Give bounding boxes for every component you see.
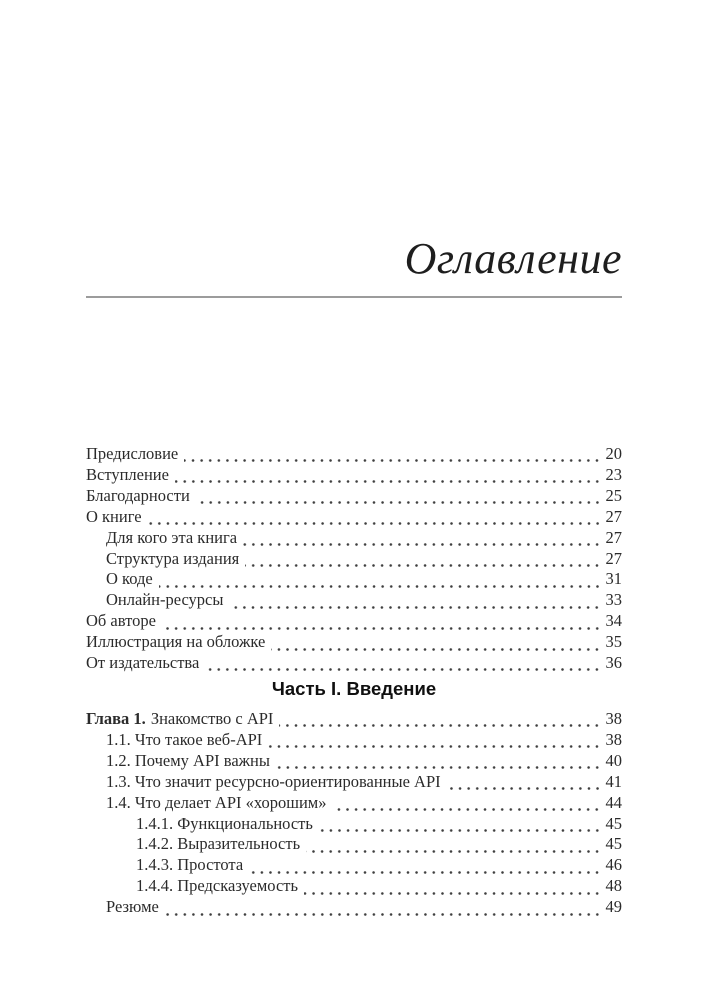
dot-leader (243, 528, 601, 549)
chapter-list (86, 709, 622, 918)
dot-leader (447, 772, 602, 793)
toc-entry (86, 814, 622, 835)
toc-entry-label (136, 855, 243, 876)
toc-entry-label (86, 507, 142, 528)
toc-entry-text: Структура издания (106, 548, 240, 568)
dot-leader (249, 855, 601, 876)
dot-leader (332, 793, 601, 814)
text-block (86, 0, 622, 1001)
toc-entry-label (106, 569, 153, 590)
toc-entry-label (106, 590, 223, 611)
page-title: Оглавление (404, 234, 622, 283)
toc-entry (86, 444, 622, 465)
dot-leader (205, 653, 601, 674)
toc-entry-page-number: 20 (605, 444, 622, 463)
toc-entry (86, 855, 622, 876)
part-heading: Часть I. Введение (271, 678, 437, 699)
dot-leader (165, 897, 602, 918)
dot-leader (162, 611, 602, 632)
dot-leader (304, 876, 601, 897)
toc-entry (86, 772, 622, 793)
toc-entry-page-number: 49 (605, 897, 622, 917)
toc-entry (86, 897, 622, 918)
toc-entry (86, 709, 622, 730)
dot-leader (196, 486, 602, 507)
toc-entry-label (136, 834, 300, 855)
dot-leader (276, 751, 602, 772)
dot-leader (159, 569, 602, 590)
toc-entry-page-number: 23 (605, 464, 622, 484)
toc-entry (86, 632, 622, 653)
toc-entry-label (106, 549, 239, 570)
toc-entry-label (86, 653, 199, 674)
dot-leader (184, 444, 601, 465)
toc-entry-label (106, 793, 326, 814)
toc-entry-page-number: 35 (605, 632, 622, 652)
toc-entry-text: Благодарности (86, 485, 190, 505)
toc-entry (86, 465, 622, 486)
toc-entry (86, 834, 622, 855)
toc-entry-page-number: 31 (605, 569, 622, 589)
toc-entry-page-number: 41 (605, 771, 622, 791)
toc-entry-text: 1.2. Почему API важны (106, 750, 270, 770)
toc-entry (86, 653, 622, 674)
dot-leader (245, 549, 601, 570)
dot-leader (175, 465, 602, 486)
toc-entry-text: От издательства (86, 653, 200, 673)
toc-entry-text: 1.4.4. Предсказуемость (136, 876, 299, 896)
toc-entry-label (136, 814, 313, 835)
toc-entry (86, 507, 622, 528)
toc-entry-page-number: 45 (605, 813, 622, 833)
toc-entry (86, 590, 622, 611)
toc-entry-page-number: 46 (605, 855, 622, 875)
toc-entry-page-number: 44 (605, 792, 622, 812)
toc-entry-text: Онлайн-ресурсы (106, 590, 224, 610)
toc-entry (86, 730, 622, 751)
toc-entry-label (106, 528, 237, 549)
toc-entry-text: Вступление (86, 464, 169, 484)
toc-entry-text: 1.1. Что такое веб-API (106, 729, 263, 749)
toc-entry-text: 1.4.3. Простота (136, 855, 244, 875)
toc-entry-label (136, 876, 298, 897)
toc-entry-page-number: 27 (605, 548, 622, 568)
toc-entry-text: Знакомство с API (150, 709, 274, 728)
dot-leader (319, 814, 602, 835)
toc-entry (86, 793, 622, 814)
toc-entry-label (106, 897, 159, 918)
toc-entry-page-number: 38 (605, 729, 622, 749)
toc-entry-page-number: 27 (605, 506, 622, 526)
toc-entry-label (86, 611, 156, 632)
toc-entry-text: Иллюстрация на обложке (86, 632, 266, 652)
toc-entry (86, 528, 622, 549)
toc-entry-page-number: 25 (605, 485, 622, 505)
toc-entry-label (86, 465, 169, 486)
title-rule (86, 296, 622, 298)
toc-entry-label (86, 709, 273, 730)
toc-entry-text: 1.3. Что значит ресурсно-ориентированные API (106, 771, 441, 791)
toc-entry-text: О коде (106, 569, 153, 589)
dot-leader (306, 834, 601, 855)
toc-entry-page-number: 48 (605, 876, 622, 896)
dot-leader (229, 590, 601, 611)
toc-entry-page-number: 36 (605, 653, 622, 673)
toc-entry-page-number: 27 (605, 527, 622, 547)
dot-leader (271, 632, 601, 653)
toc-entry-label (106, 772, 441, 793)
dot-leader (148, 507, 602, 528)
toc-entry-prefix: Глава 1. (86, 709, 146, 728)
toc-entry (86, 549, 622, 570)
toc-entry (86, 486, 622, 507)
toc-entry-label (86, 486, 190, 507)
toc-entry (86, 569, 622, 590)
toc-entry (86, 751, 622, 772)
toc-entry-text: Резюме (106, 897, 159, 917)
toc-entry-page-number: 38 (605, 709, 622, 728)
toc-entry-page-number: 45 (605, 834, 622, 854)
toc-entry-text: 1.4. Что делает API «хорошим» (106, 792, 327, 812)
toc-entry-text: 1.4.2. Выразительность (136, 834, 301, 854)
dot-leader (268, 730, 601, 751)
toc-entry-text: 1.4.1. Функциональность (136, 813, 313, 833)
toc-entry-page-number: 34 (605, 611, 622, 631)
front-matter-list (86, 444, 622, 674)
toc-entry-label (86, 444, 178, 465)
dot-leader (279, 709, 601, 730)
toc-entry-page-number: 33 (605, 590, 622, 610)
toc-entry (86, 876, 622, 897)
toc-entry-label (106, 751, 270, 772)
toc-entry-page-number: 40 (605, 750, 622, 770)
toc-entry-text: Для кого эта книга (106, 527, 238, 547)
toc-entry-text: О книге (86, 506, 142, 526)
toc-entry-text: Об авторе (86, 611, 156, 631)
toc-entry-text: Предисловие (86, 444, 179, 463)
toc-entry (86, 611, 622, 632)
toc-entry-label (106, 730, 262, 751)
toc-entry-label (86, 632, 265, 653)
